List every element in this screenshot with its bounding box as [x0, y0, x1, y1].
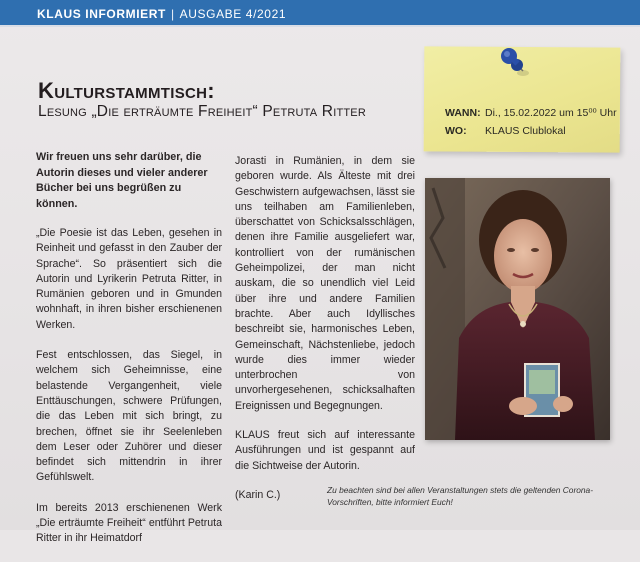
- when-value: Di., 15.02.2022 um 15⁰⁰ Uhr: [485, 107, 617, 119]
- event-where: [445, 125, 566, 137]
- event-when: [445, 107, 617, 119]
- push-pin-icon: [499, 46, 533, 80]
- article-subtitle: Lesung „Die erträumte Freiheit“ Petruta Ritter: [38, 103, 366, 120]
- where-label: WO:: [445, 125, 467, 137]
- when-label: WANN:: [445, 107, 481, 119]
- article-paragraph: KLAUS freut sich auf interessante Ausführungen und ist gespannt auf die Sichtweise der Autorin.: [235, 429, 415, 472]
- article-title: Kulturstammtisch:: [38, 78, 215, 103]
- author-photo: [425, 178, 610, 440]
- article-column-2: [235, 154, 415, 517]
- article-lead: Wir freuen uns sehr darüber, die Autorin dieses und vieler anderer Bücher bei uns begrüßen zu können.: [36, 151, 208, 210]
- article-author: (Karin C.): [235, 488, 281, 501]
- header-text: [37, 7, 286, 21]
- article-paragraph: Jorasti in Rumänien, in dem sie geboren wurde. Als Älteste mit drei Geschwistern aufgewachsen, lässt sie uns teilhaben am Familienleben, überschattet von Schicksalsschlägen, denen ihre Familie ausgeliefert war, kontrolliert von der rumänischen Geheimpolizei, der man nicht auskam, die so unendlich viel Leid über ihre und andere Familien brachte. Aber auch Idyllisches beschreibt sie, harmonisches Leben, Gemeinschaft, Nächstenliebe, jedoch wurde dies immer wieder unterbrochen von unvorhergesehenen, schicksalhaften Ereignissen und Begegnungen.: [235, 155, 415, 412]
- header-separator: |: [170, 7, 175, 21]
- article-column-1: [36, 150, 222, 562]
- corona-notice: Zu beachten sind bei allen Veranstaltungen stets die geltenden Corona-Vorschriften, bitte informiert Euch!: [327, 485, 594, 507]
- header-issue: AUSGABE 4/2021: [179, 7, 287, 21]
- article-paragraph: Fest entschlossen, das Siegel, in welchem sich Geheimnisse, eine belastende Vergangenheit, viele Enttäuschungen, schwere Prüfungen, die das Leben mit sich bringt, zu brechen, öffnet sie ihr Seelenleben dem Leser oder Zuhörer und dieser befindet sich mittendrin in ihrer Gefühlswelt.: [36, 349, 222, 484]
- header-brand: KLAUS INFORMIERT: [37, 7, 166, 21]
- article-paragraph: „Die Poesie ist das Leben, gesehen in Reinheit und gefasst in den Zauber der Sprache“. So präsentiert sich die Autorin und Lyrikerin Petruta Ritter, in Rumänien geboren und in Gmunden wohnhaft, in ihren bisher erschienenen Werken.: [36, 227, 222, 331]
- where-value: KLAUS Clublokal: [485, 125, 566, 137]
- article-paragraph: Im bereits 2013 erschienenen Werk „Die erträumte Freiheit“ entführt Petruta Ritter in ihr Heimatdorf: [36, 501, 222, 545]
- header-bar: [0, 0, 640, 27]
